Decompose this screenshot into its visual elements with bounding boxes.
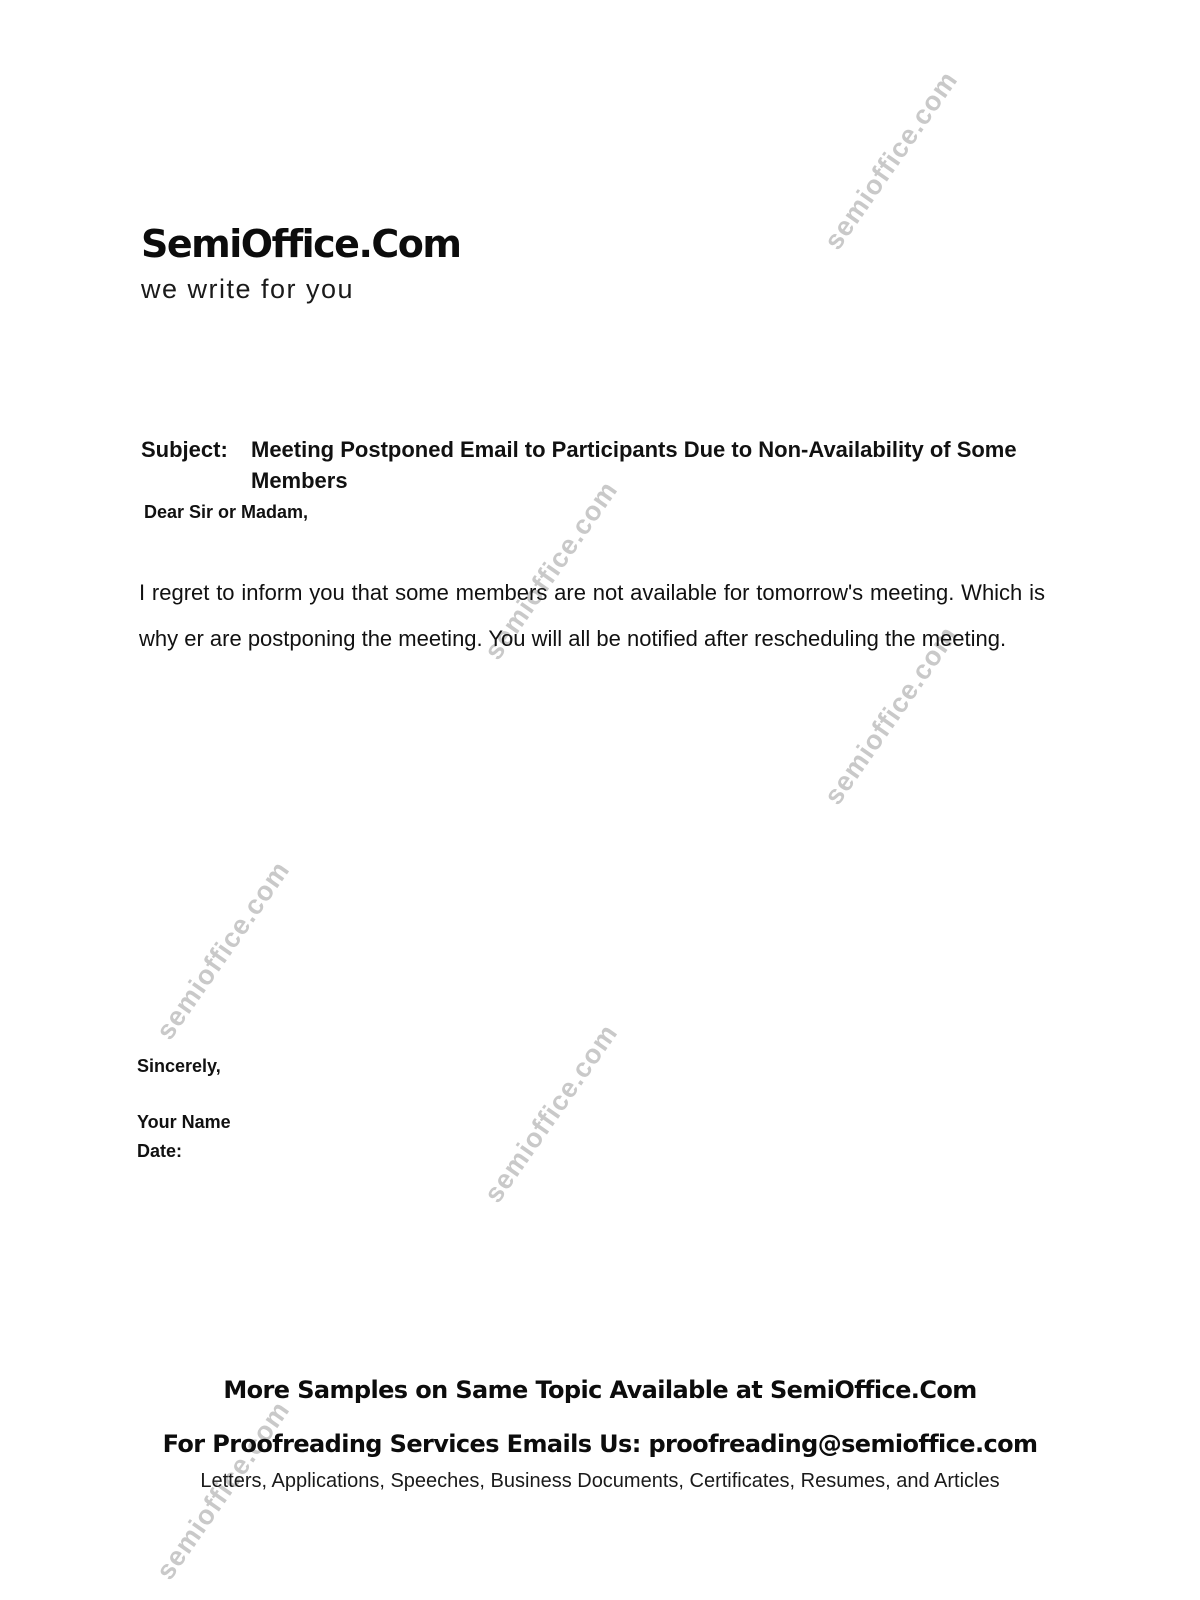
footer-more-samples: More Samples on Same Topic Available at SemiOffice.Com: [223, 1376, 977, 1404]
closing: Sincerely,: [137, 1056, 221, 1076]
salutation: Dear Sir or Madam,: [144, 502, 309, 522]
footer-proofreading: For Proofreading Services Emails Us: proofreading@semioffice.com: [162, 1430, 1038, 1458]
brand-tagline: we write for you: [141, 274, 355, 304]
footer-services-list: Letters, Applications, Speeches, Business Documents, Certificates, Resumes, and Articles: [200, 1470, 1000, 1492]
subject-text: Meeting Postponed Email to Participants Due to Non-Availability of Some Members: [251, 437, 1017, 493]
watermark: semioffice.com: [478, 475, 624, 666]
watermark: semioffice.com: [818, 620, 964, 811]
watermark: semioffice.com: [478, 1018, 624, 1209]
brand-name: SemiOffice.Com: [141, 222, 461, 266]
date-label: Date:: [137, 1141, 183, 1161]
watermark: semioffice.com: [150, 1395, 296, 1586]
sender-name: Your Name: [137, 1112, 231, 1132]
watermark: semioffice.com: [150, 855, 296, 1046]
subject-label: Subject:: [141, 437, 228, 462]
subject-line: [141, 434, 1041, 496]
letter-body: I regret to inform you that some members are not available for tomorrow's meeting. Which is why er are postponing the meeting. You will all be notified after rescheduling the meeting.: [139, 580, 1045, 651]
watermark: semioffice.com: [818, 65, 964, 256]
